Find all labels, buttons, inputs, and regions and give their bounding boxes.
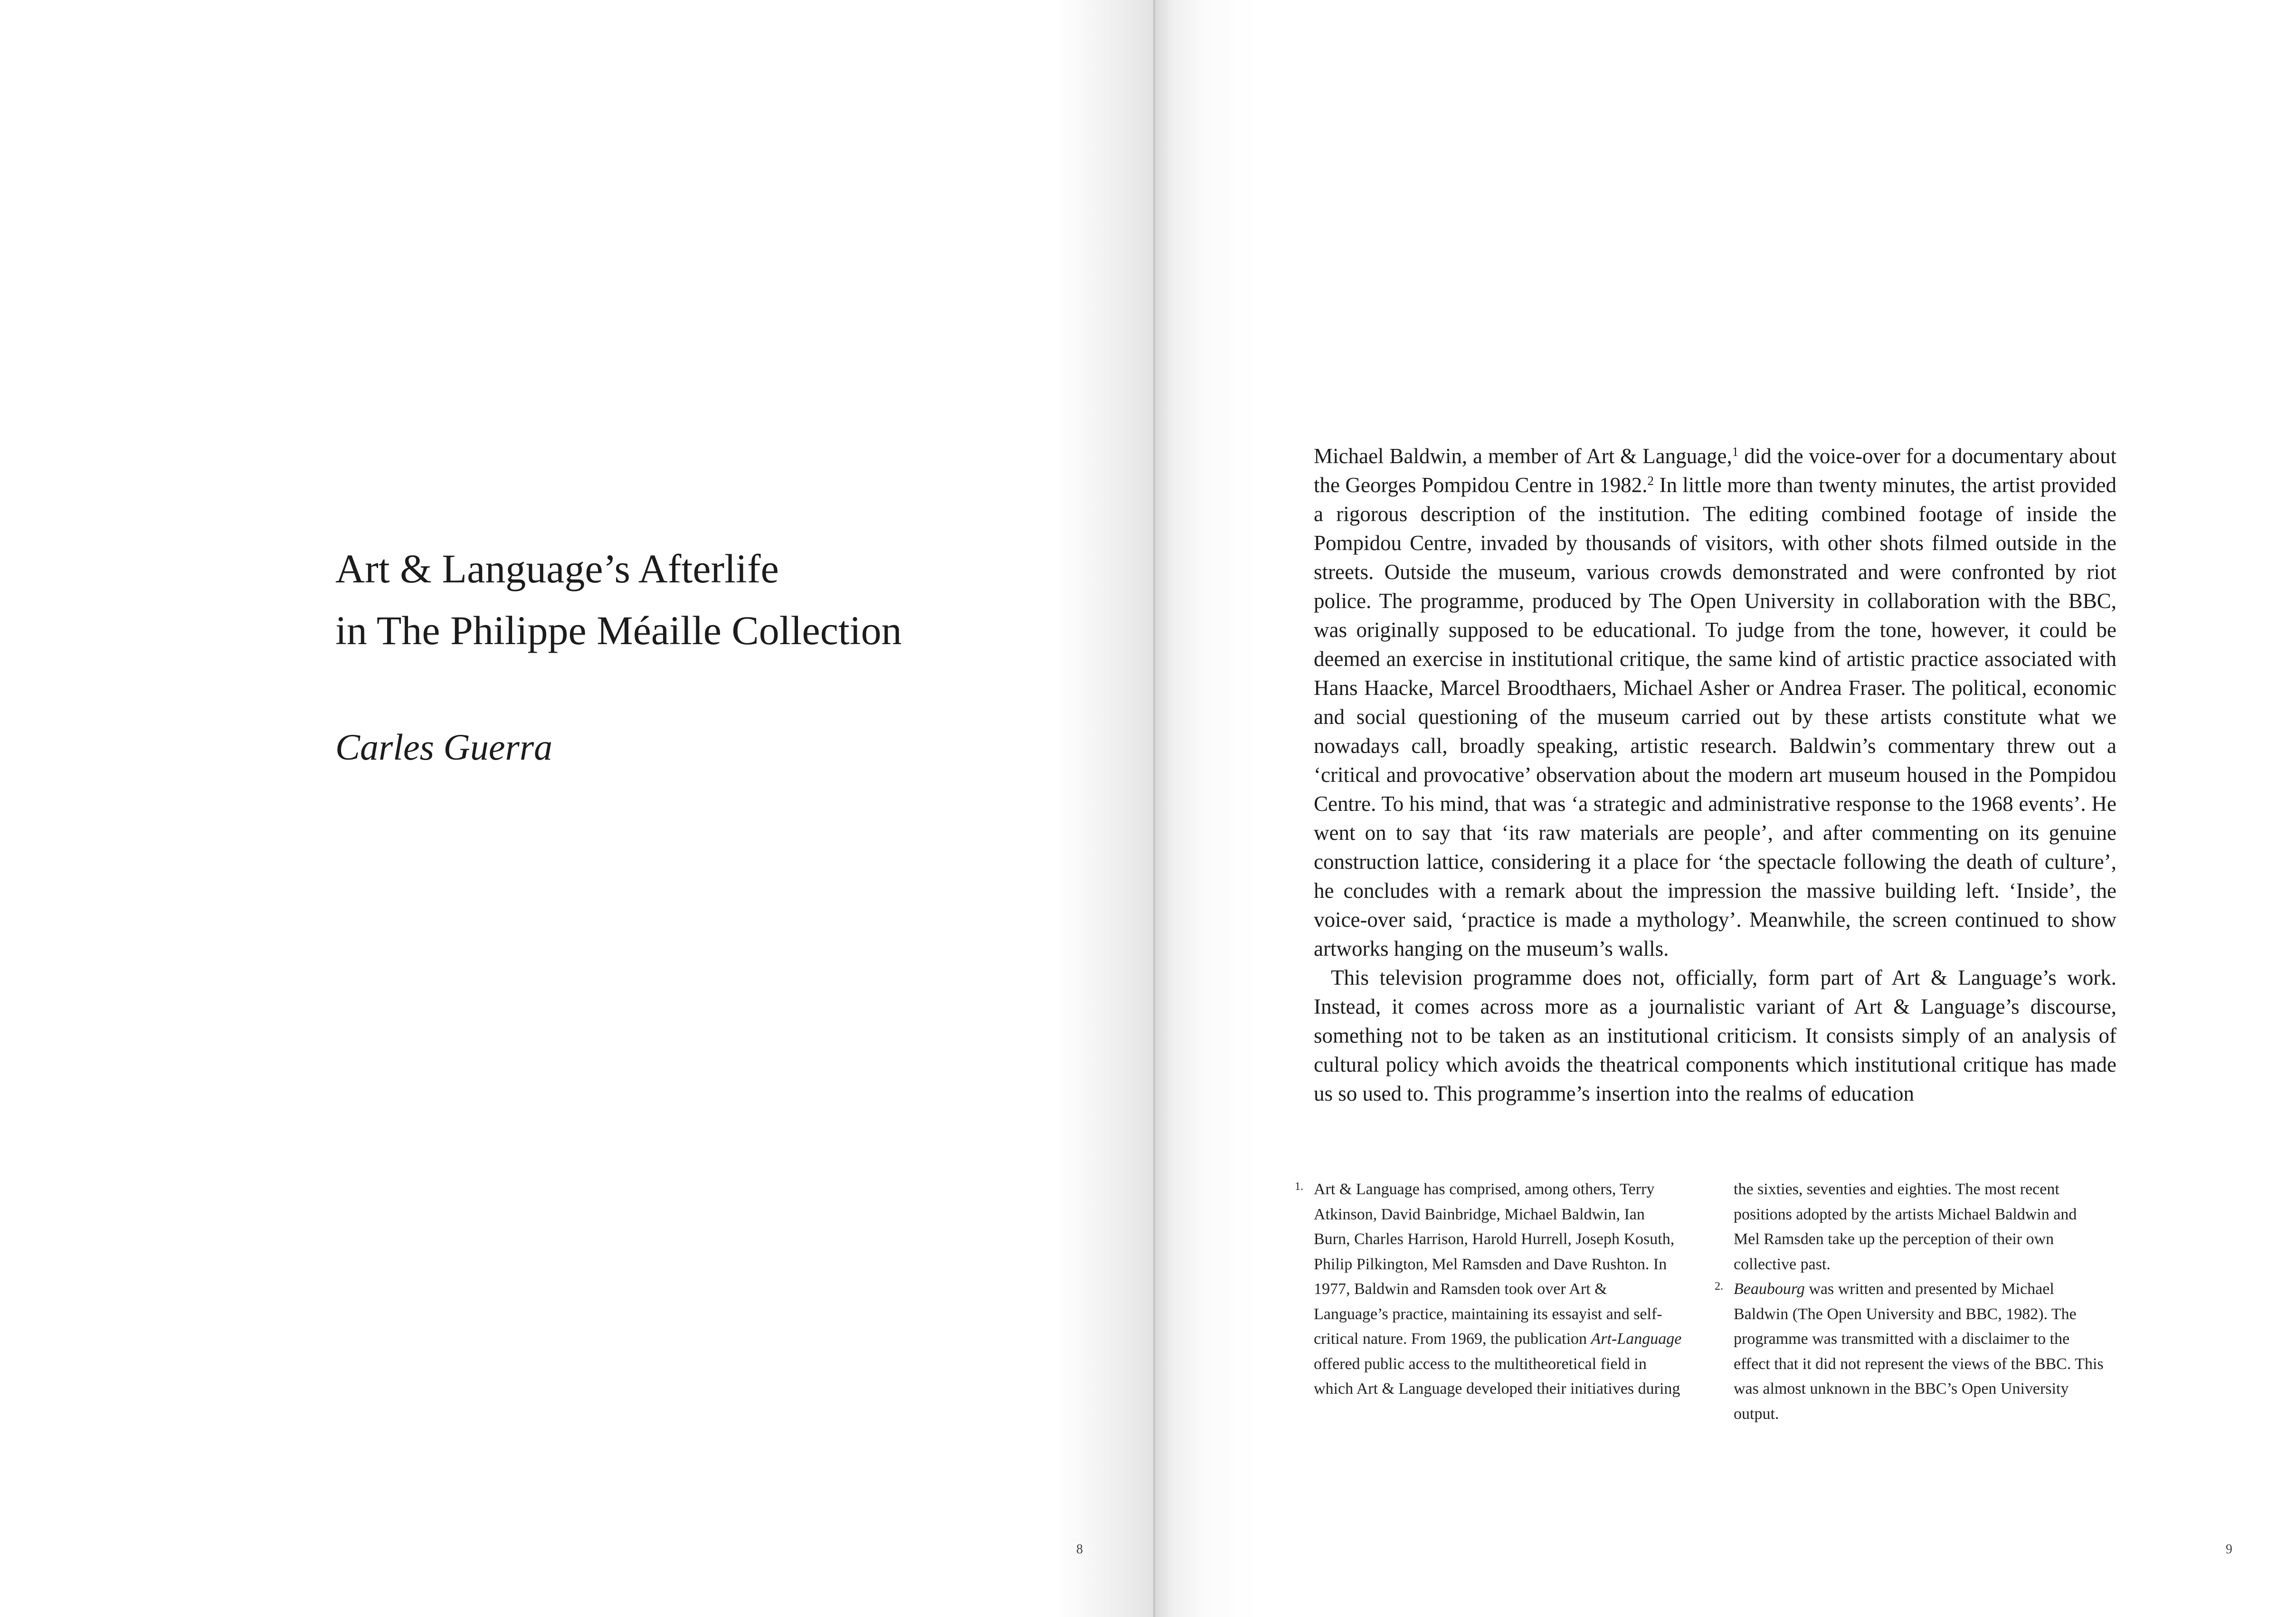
paragraph-1-part-a: Michael Baldwin, a member of Art & Language, — [1314, 444, 1732, 468]
footnote-1-text: Art & Language has comprised, among others, Terry Atkinson, David Bainbridge, Michael Baldwin, Ian Burn, Charles Harrison, Harold Hurrell, Joseph Kosuth, Philip Pilkington, Mel Ramsden and Dave Rushton. In 1977, Baldwin and Ramsden took over Art & Language’s practice, maintaining its essayist and self-critical nature. From 1969, the publication — [1314, 1180, 1675, 1348]
paragraph-1-part-c: In little more than twenty minutes, the artist provided a rigorous description of the institution. The editing combined footage of inside the Pompidou Centre, invaded by thousands of visitors, with other shots filmed outside in the streets. Outside the museum, various crowds demonstrated and were confronted by riot police. The programme, produced by The Open University in collaboration with the BBC, was originally supposed to be educational. To judge from the tone, however, it could be deemed an exercise in institutional critique, the same kind of artistic practice associated with Hans Haacke, Marcel Broodthaers, Michael Asher or Andrea Fraser. The political, economic and social questioning of the museum carried out by these artists constitute what we nowadays call, broadly speaking, artistic research. Baldwin’s commentary threw out a ‘critical and provocative’ observation about the modern art museum housed in the Pompidou Centre. To his mind, that was ‘a strategic and administrative response to the 1968 events’. He went on to say that ‘its raw materials are people’, and after commenting on its genuine construction lattice, considering it a place for ‘the spectacle following the death of culture’, he concludes with a remark about the impression the massive building left. ‘Inside’, the voice-over said, ‘practice is made a mythology’. Meanwhile, the screen continued to show artworks hanging on the museum’s walls. — [1314, 473, 2116, 961]
paragraph-1 — [1314, 442, 2116, 963]
footnote-1-tail: offered public access to the multitheoretical field in which Art & Language developed their initiatives during — [1314, 1355, 1680, 1398]
page-number-right: 9 — [2226, 1542, 2232, 1557]
paragraph-2: This television programme does not, officially, form part of Art & Language’s work. Instead, it comes across more as a journalistic variant of Art & Language’s discourse, something not to be taken as an institutional criticism. It consists simply of an analysis of cultural policy which avoids the theatrical components which institutional critique has made us so used to. This programme’s insertion into the realms of education — [1314, 966, 2116, 1105]
essay-title-line-2: in The Philippe Méaille Collection — [335, 608, 902, 653]
footnote-1-number: 1. — [1295, 1180, 1303, 1193]
body-text — [1314, 442, 2116, 1108]
footnote-2-programme-title: Beaubourg — [1734, 1280, 1805, 1298]
paragraph-1-part-b: did the voice-over for a documentary about the Georges Pompidou Centre in 1982. — [1314, 444, 2116, 497]
page-number-left: 8 — [1076, 1542, 1083, 1557]
footnote-2-text: was written and presented by Michael Baldwin (The Open University and BBC, 1982). The programme was transmitted with a disclaimer to the effect that it did not represent the views of the BBC. This was almost unknown in the BBC’s Open University output. — [1734, 1280, 2104, 1423]
footnote-column-2 — [1715, 1177, 2104, 1427]
footnote-1-publication-title: Art-Language — [1591, 1330, 1682, 1348]
footnote-1 — [1295, 1177, 1684, 1402]
footnote-1-continued: the sixties, seventies and eighties. The most recent positions adopted by the artists Michael Baldwin and Mel Ramsden take up the perception of their own collective past. — [1734, 1180, 2077, 1273]
footnote-2-number: 2. — [1715, 1280, 1723, 1293]
footnote-ref-1: 1 — [1732, 445, 1739, 459]
footnote-ref-2: 2 — [1647, 474, 1654, 488]
title-block — [335, 538, 1048, 769]
footnote-2 — [1715, 1277, 2104, 1427]
book-gutter — [1153, 0, 1155, 1617]
footnote-column-1 — [1295, 1177, 1684, 1402]
essay-title-line-1: Art & Language’s Afterlife — [335, 546, 779, 591]
author-name: Carles Guerra — [335, 726, 553, 768]
